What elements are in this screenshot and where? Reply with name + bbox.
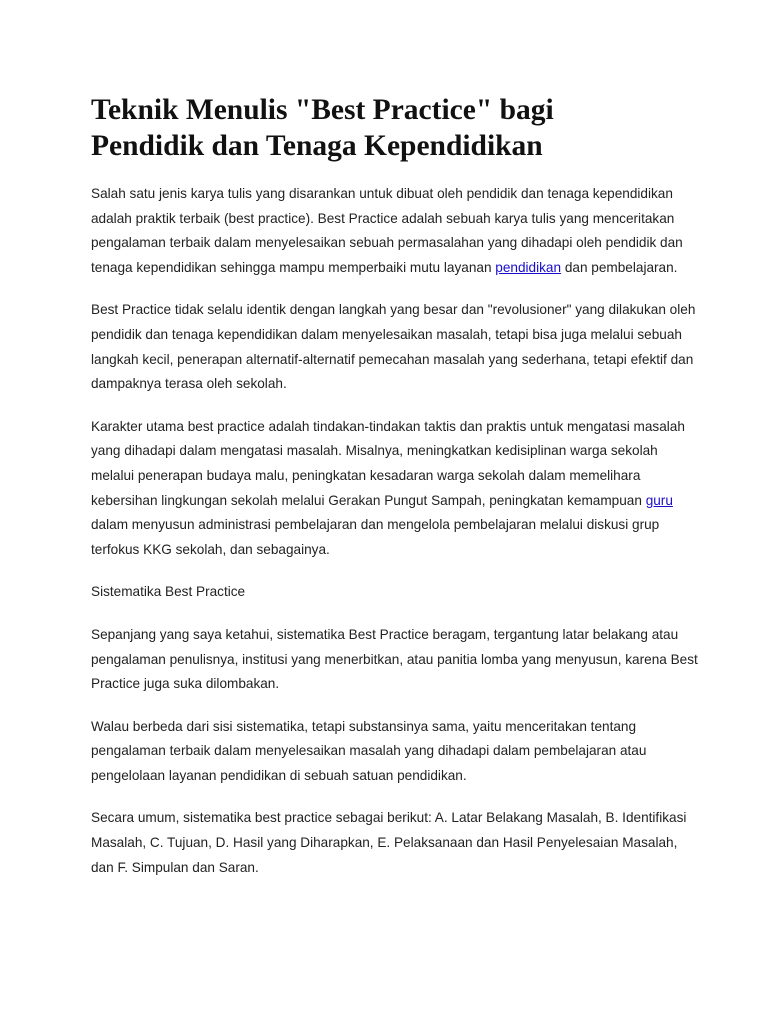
paragraph-3	[91, 415, 698, 563]
paragraph-3-text-after: dalam menyusun administrasi pembelajaran dan mengelola pembelajaran melalui diskusi grup terfokus KKG sekolah, dan sebagainya.	[91, 517, 660, 557]
paragraph-5: Walau berbeda dari sisi sistematika, tetapi substansinya sama, yaitu menceritakan tentang pengalaman terbaik dalam menyelesaikan masalah yang dihadapi dalam pembelajaran atau pengelolaan layanan pendidikan di sebuah satuan pendidikan.	[91, 718, 647, 783]
title-line-2: Pendidik dan Tenaga Kependidikan	[91, 130, 543, 162]
paragraph-2: Best Practice tidak selalu identik dengan langkah yang besar dan "revolusioner" yang dilakukan oleh pendidik dan tenaga kependidikan dalam menyelesaikan masalah, tetapi bisa juga melalui sebuah langkah kecil, penerapan alternatif-alternatif pemecahan masalah yang sederhana, tetapi efektif dan dampaknya terasa oleh sekolah.	[91, 302, 696, 392]
paragraph-1-text-after: dan pembelajaran.	[561, 259, 678, 275]
paragraph-3-text-before: Karakter utama best practice adalah tindakan-tindakan taktis dan praktis untuk mengatasi masalah yang dihadapi dalam mengatasi masalah. Misalnya, meningkatkan kedisiplinan warga sekolah melalui penerapan budaya malu, peningkatan kesadaran warga sekolah dalam memelihara kebersihan lingkungan sekolah melalui Gerakan Pungut Sampah, peningkatan kemampuan	[91, 418, 685, 508]
article-title	[91, 92, 698, 164]
paragraph-4: Sepanjang yang saya ketahui, sistematika Best Practice beragam, tergantung latar belakang atau pengalaman penulisnya, institusi yang menerbitkan, atau panitia lomba yang menyusun, karena Best Practice juga suka dilombakan.	[91, 626, 698, 692]
title-line-1: Teknik Menulis "Best Practice" bagi	[91, 94, 554, 126]
paragraph-1	[91, 182, 698, 280]
paragraph-1-text-before: Salah satu jenis karya tulis yang disarankan untuk dibuat oleh pendidik dan tenaga kependidikan adalah praktik terbaik (best practice). Best Practice adalah sebuah karya tulis yang menceritakan pengalaman terbaik dalam menyelesaikan sebuah permasalahan yang dihadapi oleh pendidik dan tenaga kependidikan sehingga mampu memperbaiki mutu layanan	[91, 186, 683, 275]
section-subheading: Sistematika Best Practice	[91, 584, 246, 600]
link-guru[interactable]: guru	[645, 492, 673, 508]
paragraph-6: Secara umum, sistematika best practice sebagai berikut: A. Latar Belakang Masalah, B. Identifikasi Masalah, C. Tujuan, D. Hasil yang Diharapkan, E. Pelaksanaan dan Hasil Penyelesaian Masalah, dan F. Simpulan dan Saran.	[91, 810, 687, 875]
link-pendidikan[interactable]: pendidikan	[495, 259, 562, 275]
